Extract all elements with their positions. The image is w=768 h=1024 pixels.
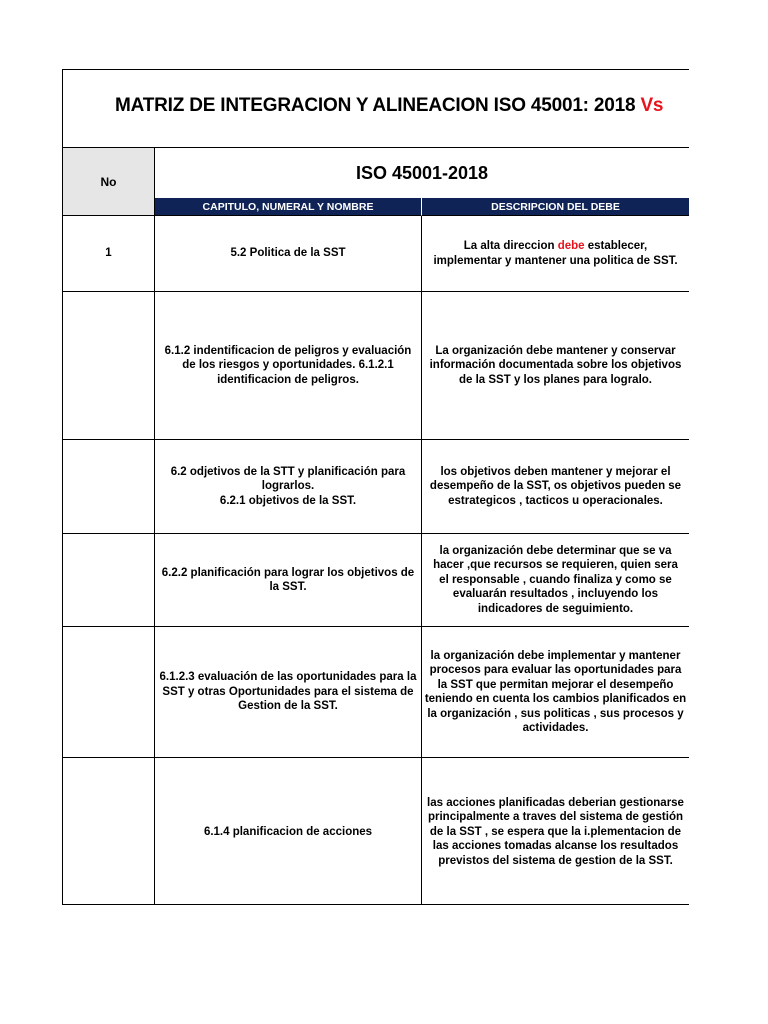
iso-standard-header: ISO 45001-2018 [155, 148, 689, 198]
descripcion-column-header: DESCRIPCION DEL DEBE [422, 198, 689, 216]
page-title [115, 95, 663, 117]
descripcion-cell [422, 758, 689, 905]
capitulo-text [157, 465, 419, 509]
table-row [63, 534, 689, 627]
capitulo-cell [155, 758, 422, 905]
capitulo-text: 5.2 Politica de la SST [230, 247, 346, 260]
row-number [63, 440, 155, 533]
capitulo-cell [155, 534, 422, 626]
title-main: MATRIZ DE INTEGRACION Y ALINEACION ISO 45001: 2018 [115, 95, 641, 116]
descripcion-text: los objetivos deben mantener y mejorar el desempeño de la SST, os objetivos pueden se estrategicos , tacticos u operacionales. [429, 465, 682, 507]
row-number [63, 534, 155, 626]
table-row [63, 758, 689, 905]
descripcion-cell [422, 627, 689, 757]
descripcion-highlight: debe [557, 240, 585, 252]
table-row [63, 216, 689, 292]
capitulo-text: 6.1.2 indentificacion de peligros y evaluación de los riesgos y oportunidades. 6.1.2.1 identificacion de peligros. [164, 344, 412, 386]
table-row [63, 627, 689, 758]
capitulo-cell [155, 627, 422, 757]
title-vs: Vs [640, 95, 664, 116]
capitulo-column-header: CAPITULO, NUMERAL Y NOMBRE [155, 198, 422, 216]
descripcion-part: La alta direccion [463, 240, 558, 252]
capitulo-cell [155, 440, 422, 533]
descripcion-text: la organización debe determinar que se va hacer ,que recursos se requieren, quien sera el responsable , cuando finaliza y como se evaluarán resultados , incluyendo los indicadores de seguimiento. [433, 544, 678, 615]
descripcion-cell [422, 292, 689, 439]
descripcion-part: establecer, implementar y mantener una politica de SST. [433, 240, 678, 267]
capitulo-text: 6.1.2.3 evaluación de las oportunidades para la SST y otras Oportunidades para el sistema de Gestion de la SST. [159, 671, 417, 713]
descripcion-cell [422, 216, 689, 291]
capitulo-cell [155, 292, 422, 439]
capitulo-line: 6.2 odjetivos de la STT y planificación para lograrlos. [170, 465, 406, 493]
descripcion-text [424, 239, 687, 268]
title-row [63, 70, 689, 148]
descripcion-cell [422, 534, 689, 626]
descripcion-text: la organización debe implementar y mantener procesos para evaluar las oportunidades para la SST que permitan mejorar el desempeño teniendo en cuenta los cambios planificados en la organización , sus politicas , sus procesos y actividades. [424, 649, 687, 734]
table-row [63, 292, 689, 440]
table-row [63, 440, 689, 534]
row-number [63, 292, 155, 439]
capitulo-text: 6.1.4 planificacion de acciones [203, 825, 373, 838]
no-column-header: No [63, 148, 155, 216]
row-number [63, 758, 155, 905]
row-number: 1 [63, 216, 155, 291]
capitulo-text: 6.2.2 planificación para lograr los objetivos de la SST. [161, 566, 415, 593]
row-number [63, 627, 155, 757]
capitulo-cell [155, 216, 422, 291]
descripcion-cell [422, 440, 689, 533]
descripcion-text: las acciones planificadas deberian gestionarse principalmente a traves del sistema de gestión de la SST , se espera que la i.plementacion de las acciones tomadas alcanse los resultados previstos del sistema de gestion de la SST. [427, 796, 684, 867]
descripcion-text: La organización debe mantener y conservar información documentada sobre los objetivos de la SST y los planes para logralo. [429, 344, 682, 386]
capitulo-line: 6.2.1 objetivos de la SST. [219, 494, 357, 507]
matrix-sheet [62, 69, 689, 905]
